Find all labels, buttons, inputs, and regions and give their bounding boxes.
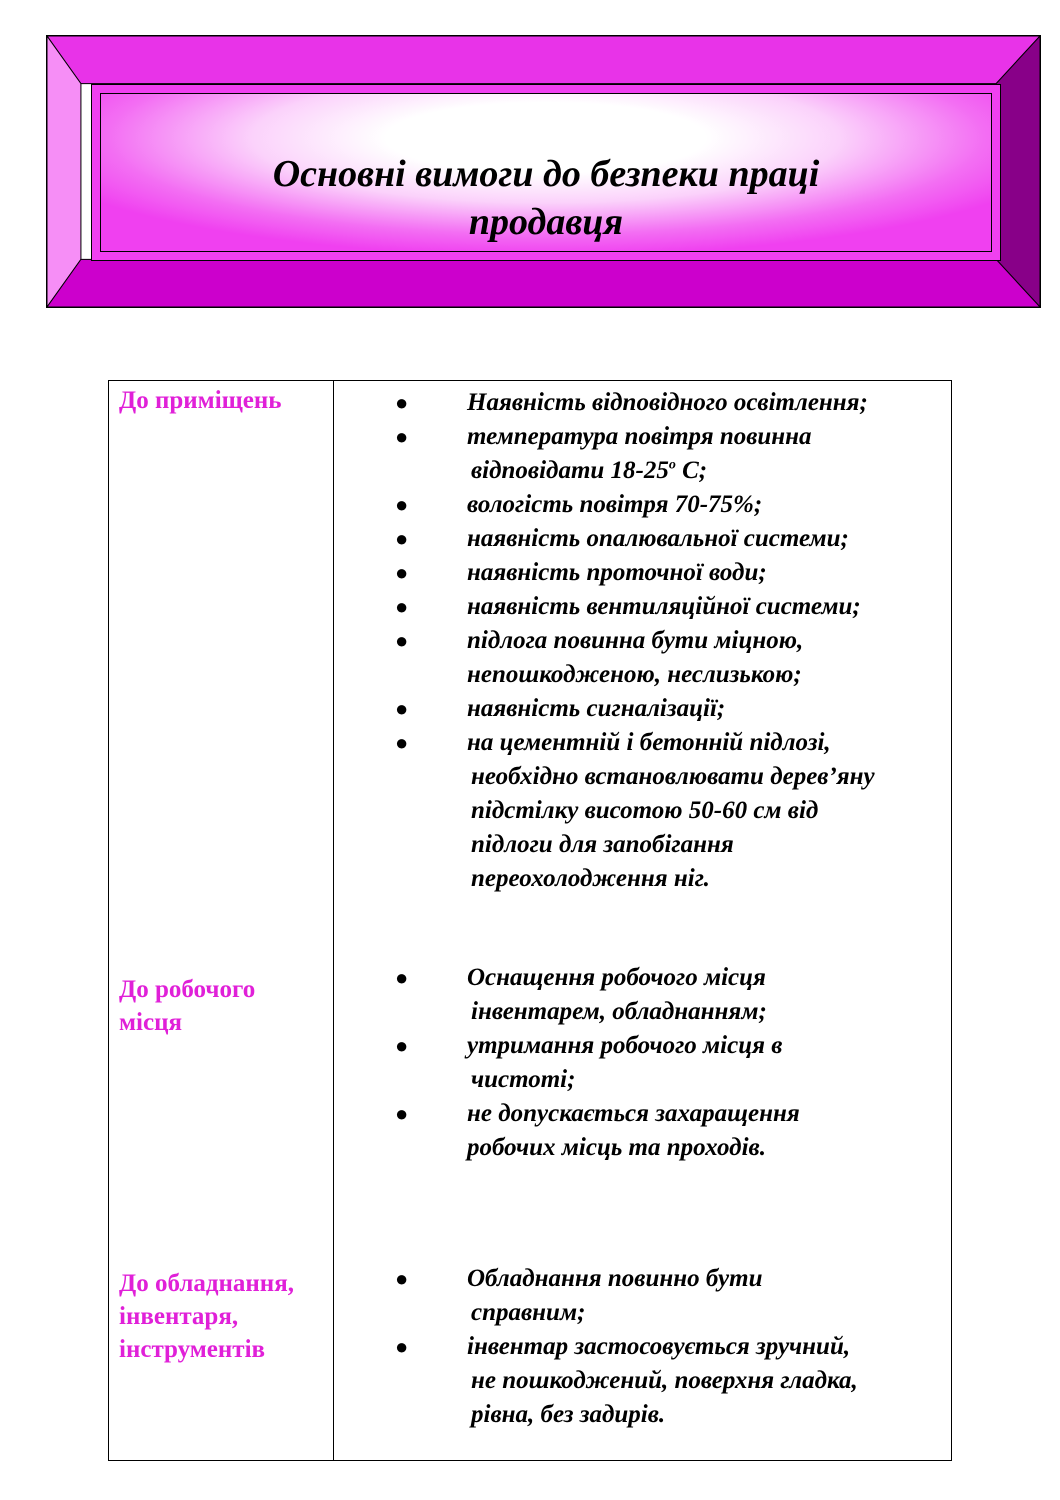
bullet-icon: ●: [395, 730, 409, 755]
list-item: ● Оснащення робочого місця інвентарем, обладнанням;: [389, 961, 949, 1029]
banner-glow: [100, 93, 992, 252]
bullet-icon: ●: [395, 424, 409, 449]
bullet-icon: ●: [395, 594, 409, 619]
list-item: ● наявність опалювальної системи;: [389, 522, 949, 556]
section-label-line: інвентаря,: [119, 1303, 239, 1330]
list-item: ● Наявність відповідного освітлення;: [389, 386, 949, 420]
page-title-line-1: Основні вимоги до безпеки праці: [272, 153, 820, 195]
list-item: ● наявність проточної води;: [389, 556, 949, 590]
bullet-icon: ●: [395, 1266, 409, 1291]
section-label-line: До робочого: [119, 976, 256, 1003]
section-label-line: До приміщень: [119, 387, 282, 414]
banner-face: [91, 84, 1001, 261]
equipment-requirements-list: [389, 1262, 949, 1432]
bullet-icon: ●: [395, 628, 409, 653]
list-item: ● інвентар застосовується зручний, не пошкоджений, поверхня гладка, рівна, без задирів.: [389, 1330, 949, 1432]
bullet-icon: ●: [395, 526, 409, 551]
list-item: ● температура повітря повинна відповідати 18-25$^o$ С;: [389, 420, 949, 488]
bullet-icon: ●: [395, 560, 409, 585]
bullet-icon: ●: [395, 696, 409, 721]
section-label-line: інструментів: [119, 1336, 266, 1363]
page-title-line-2: продавця: [468, 201, 624, 243]
bullet-icon: ●: [395, 1334, 409, 1359]
bevel-top: [47, 36, 1040, 84]
list-item: ● на цементній і бетонній підлозі, необхідно встановлювати дерев’яну підстілку висотою 50-60 см від підлоги для запобігання переохолодження ніг.: [389, 726, 949, 896]
bevel-bottom: [47, 259, 1040, 307]
list-item: ● вологість повітря 70-75%;: [389, 488, 949, 522]
list-item: ● наявність сигналізації;: [389, 692, 949, 726]
list-item: ● не допускається захаращення робочих місць та проходів.: [389, 1097, 949, 1165]
bullet-icon: ●: [395, 492, 409, 517]
workplace-requirements-list: [389, 961, 949, 1165]
section-label-line: місця: [119, 1009, 183, 1036]
section-label-equipment: [119, 1267, 334, 1366]
requirements-table: [108, 380, 952, 1461]
section-label-premises: [119, 384, 334, 417]
title-banner: [46, 35, 1041, 308]
premises-requirements-list: [389, 386, 949, 896]
page-title: [101, 150, 991, 246]
section-label-workplace: [119, 973, 334, 1039]
section-label-line: До обладнання,: [119, 1270, 294, 1297]
list-item: ● підлога повинна бути міцною, непошкодженою, неслизькою;: [389, 624, 949, 692]
bullet-icon: ●: [395, 1033, 409, 1058]
list-item: ● Обладнання повинно бути справним;: [389, 1262, 949, 1330]
bullet-icon: ●: [395, 965, 409, 990]
bullet-icon: ●: [395, 1101, 409, 1126]
list-item: ● наявність вентиляційної системи;: [389, 590, 949, 624]
bullet-icon: ●: [395, 390, 409, 415]
list-item: ● утримання робочого місця в чистоті;: [389, 1029, 949, 1097]
